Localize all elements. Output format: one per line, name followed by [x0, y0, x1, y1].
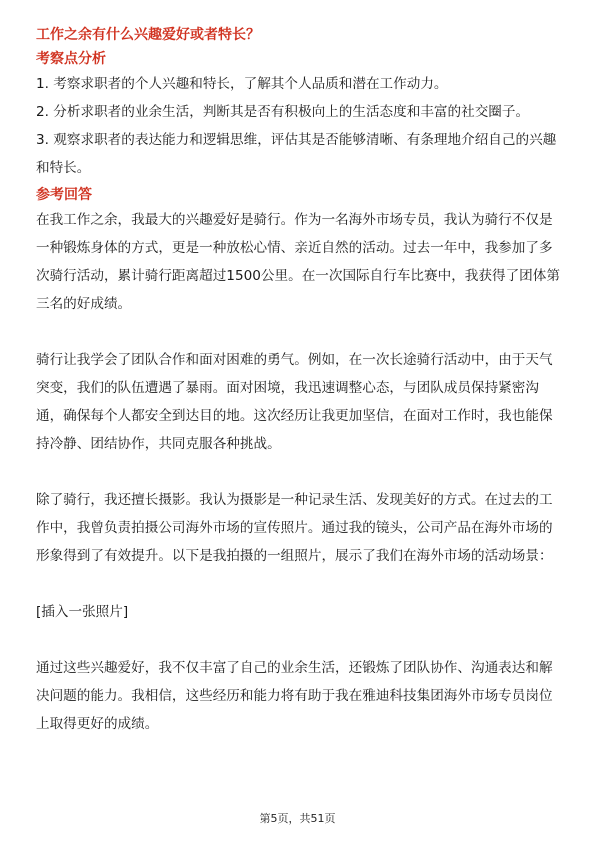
answer-paragraph-1: 在我工作之余，我最大的兴趣爱好是骑行。作为一名海外市场专员，我认为骑行不仅是一种锻炼身体的方式，更是一种放松心情、亲近自然的活动。过去一年中，我参加了多次骑行活动，累计骑行距离超过1500公里。在一次国际自行车比赛中，我获得了团体第三名的好成绩。	[36, 212, 560, 312]
answer-paragraph-2: 骑行让我学会了团队合作和面对困难的勇气。例如，在一次长途骑行活动中，由于天气突变，我们的队伍遭遇了暴雨。面对困境，我迅速调整心态，与团队成员保持紧密沟通，确保每个人都安全到达目的地。这次经历让我更加坚信，在面对工作时，我也能保持冷静、团结协作，共同克服各种挑战。	[36, 352, 553, 452]
answer-heading: 参考回答	[36, 187, 92, 203]
analysis-item-1: 1. 考察求职者的个人兴趣和特长，了解其个人品质和潜在工作动力。	[36, 76, 448, 92]
question-title: 工作之余有什么兴趣爱好或者特长？	[36, 27, 260, 43]
analysis-item-3: 3. 观察求职者的表达能力和逻辑思维，评估其是否能够清晰、有条理地介绍自己的兴趣和特长。	[36, 132, 557, 176]
page-number: 第5页，共51页	[259, 812, 336, 825]
analysis-heading: 考察点分析	[36, 51, 106, 67]
analysis-item-2: 2. 分析求职者的业余生活，判断其是否有积极向上的生活态度和丰富的社交圈子。	[36, 104, 530, 120]
page-content	[36, 24, 560, 738]
answer-paragraph-3: 除了骑行，我还擅长摄影。我认为摄影是一种记录生活、发现美好的方式。在过去的工作中，我曾负责拍摄公司海外市场的宣传照片。通过我的镜头，公司产品在海外市场的形象得到了有效提升。以下是我拍摄的一组照片，展示了我们在海外市场的活动场景：	[36, 492, 553, 564]
photo-placeholder: [插入一张照片]	[36, 604, 129, 620]
answer-paragraph-5: 通过这些兴趣爱好，我不仅丰富了自己的业余生活，还锻炼了团队协作、沟通表达和解决问题的能力。我相信，这些经历和能力将有助于我在雅迪科技集团海外市场专员岗位上取得更好的成绩。	[36, 660, 553, 732]
